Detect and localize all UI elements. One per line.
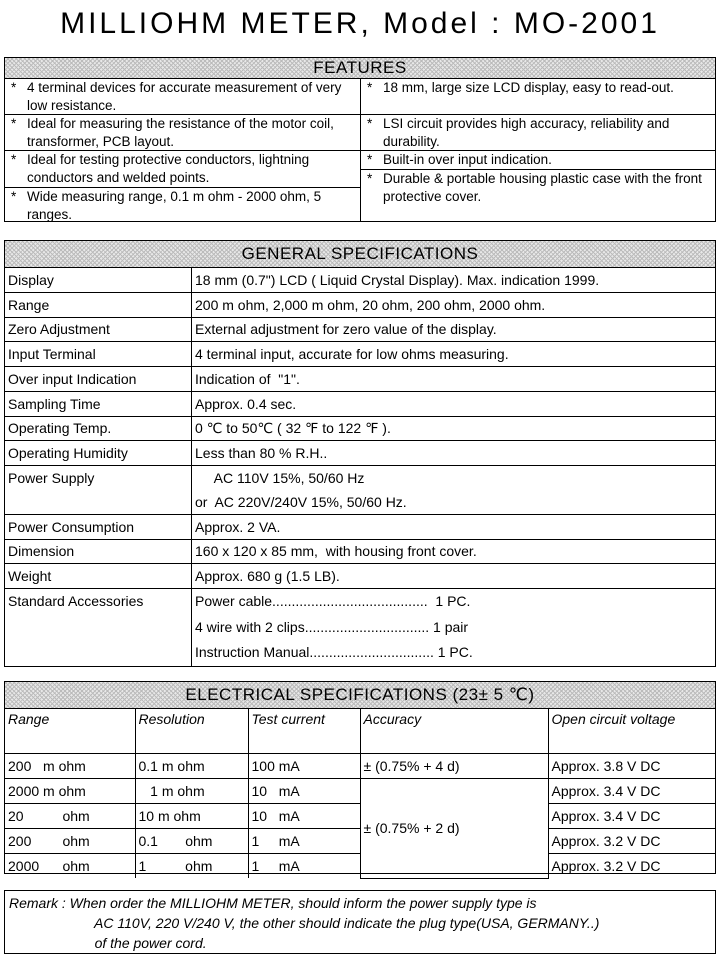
feature-item: * Wide measuring range, 0.1 m ohm - 2000 ohm, 5 ranges. [11,189,322,222]
spec-value-line: Instruction Manual................................ 1 PC. [195,644,473,660]
spec-value-line: Approx. 0.4 sec. [195,396,297,412]
spec-value-line: 18 mm (0.7") LCD ( Liquid Crystal Display). Max. indication 1999. [195,272,600,288]
table-row [5,754,715,779]
remark-line: of the power cord. [9,935,207,951]
general-specifications-heading [5,241,715,268]
features-left-column [5,79,361,222]
spec-label: Display [5,268,192,292]
column-header: Resolution [135,709,248,754]
column-header: Accuracy [360,709,548,754]
spec-value-line: Approx. 680 g (1.5 LB). [195,568,340,584]
feature-item: * Durable & portable housing plastic case with the front protective cover. [367,171,702,204]
feature-text: Ideal for measuring the resistance of the motor coil, transformer, PCB layout. [27,116,334,149]
spec-value-line: 4 terminal input, accurate for low ohms measuring. [195,346,509,362]
feature-item: * Ideal for testing protective conductors, lightning conductors and welded points. [5,151,360,188]
current-cell: 1 mA [248,854,360,879]
feature-item: * 18 mm, large size LCD display, easy to read-out. [361,79,715,115]
features-section [4,57,716,222]
range-cell: 20 ohm [5,804,135,829]
spec-value [192,564,715,588]
feature-item: * 4 terminal devices for accurate measurement of very low resistance. [5,79,360,115]
spec-label: Operating Humidity [5,441,192,465]
current-cell: 10 mA [248,804,360,829]
remark-line: AC 110V, 220 V/240 V, the other should indicate the plug type(USA, GERMANY..) [9,915,600,931]
spec-value [192,417,715,440]
spec-label: Power Consumption [5,515,192,539]
feature-item: * Built-in over input indication. [361,151,715,170]
spec-label: Sampling Time [5,392,192,416]
remark-line: Remark : When order the MILLIOHM METER, should inform the power supply type is [9,895,537,911]
spec-value [192,540,715,563]
voltage-cell: Approx. 3.2 V DC [548,829,715,854]
voltage-cell: Approx. 3.4 V DC [548,804,715,829]
spec-value [192,466,715,514]
spec-row-power-supply [5,466,715,515]
feature-text: 4 terminal devices for accurate measurement of very low resistance. [27,80,342,113]
voltage-cell: Approx. 3.2 V DC [548,854,715,879]
features-heading-text: FEATURES [313,58,407,77]
electrical-heading-text: ELECTRICAL SPECIFICATIONS (23± 5 ℃) [185,685,535,704]
range-cell: 2000 m ohm [5,779,135,804]
column-header: Range [5,709,135,754]
resolution-cell: 0.1 m ohm [135,754,248,779]
spec-row-power-consumption [5,515,715,540]
electrical-table [5,709,715,879]
range-cell: 200 ohm [5,829,135,854]
spec-value [192,441,715,465]
feature-text: Wide measuring range, 0.1 m ohm - 2000 ohm, 5 ranges. [27,189,322,222]
accuracy-cell: ± (0.75% + 2 d) [360,779,548,879]
features-right-column [361,79,715,222]
current-cell: 10 mA [248,779,360,804]
feature-text: LSI circuit provides high accuracy, reliability and durability. [383,116,670,149]
spec-value [192,293,715,317]
spec-value [192,342,715,366]
spec-value [192,392,715,416]
spec-value-line: External adjustment for zero value of the display. [195,321,497,337]
page-title: MILLIOHM METER, Model : MO-2001 [60,7,660,40]
accuracy-cell: ± (0.75% + 4 d) [360,754,548,779]
spec-value [192,268,715,292]
spec-row-zero-adjustment [5,318,715,342]
current-cell: 1 mA [248,829,360,854]
spec-row-display [5,268,715,293]
spec-row-operating-humidity [5,441,715,466]
current-cell: 100 mA [248,754,360,779]
spec-value [192,589,715,667]
spec-value-line: AC 110V 15%, 50/60 Hz [195,470,365,486]
feature-text: Built-in over input indication. [383,152,552,167]
resolution-cell: 10 m ohm [135,804,248,829]
spec-row-over-input [5,367,715,392]
electrical-header-row [5,709,715,754]
features-heading [5,58,715,79]
general-specifications-section [4,240,716,667]
spec-row-standard-accessories [5,589,715,667]
resolution-cell: 0.1 ohm [135,829,248,854]
spec-value [192,318,715,341]
spec-row-range [5,293,715,318]
spec-value-line: Indication of "1". [195,371,300,387]
column-header: Test current [248,709,360,754]
spec-row-weight [5,564,715,589]
spec-row-sampling-time [5,392,715,417]
spec-label: Over input Indication [5,367,192,391]
spec-value-line: or AC 220V/240V 15%, 50/60 Hz. [195,494,407,510]
spec-label: Dimension [5,540,192,563]
feature-text: Durable & portable housing plastic case with the front protective cover. [383,171,702,204]
spec-row-input-terminal [5,342,715,367]
spec-value [192,367,715,391]
spec-label: Weight [5,564,192,588]
spec-label: Operating Temp. [5,417,192,440]
spec-value-line: 200 m ohm, 2,000 m ohm, 20 ohm, 200 ohm, 2000 ohm. [195,297,546,313]
voltage-cell: Approx. 3.4 V DC [548,779,715,804]
spec-value-line: 160 x 120 x 85 mm, with housing front cover. [195,543,477,559]
column-header: Open circuit voltage [548,709,715,754]
spec-value-line: Less than 80 % R.H.. [195,445,328,461]
electrical-specifications-section [4,681,716,874]
spec-value [192,515,715,539]
spec-row-dimension [5,540,715,564]
general-heading-text: GENERAL SPECIFICATIONS [241,244,479,263]
feature-item: * LSI circuit provides high accuracy, reliability and durability. [361,115,715,151]
feature-text: Ideal for testing protective conductors, lightning conductors and welded points. [27,152,310,185]
spec-label: Input Terminal [5,342,192,366]
spec-label: Zero Adjustment [5,318,192,341]
voltage-cell: Approx. 3.8 V DC [548,754,715,779]
spec-row-operating-temp [5,417,715,441]
range-cell: 200 m ohm [5,754,135,779]
spec-label: Standard Accessories [5,589,192,667]
feature-text: 18 mm, large size LCD display, easy to read-out. [383,80,674,95]
electrical-specifications-heading [5,682,715,709]
feature-item: * Ideal for measuring the resistance of the motor coil, transformer, PCB layout. [5,115,360,151]
resolution-cell: 1 ohm [135,854,248,879]
spec-value-line: Power cable........................................ 1 PC. [195,593,471,609]
spec-value-line: 4 wire with 2 clips................................ 1 pair [195,618,469,635]
spec-label: Power Supply [5,466,192,514]
resolution-cell: 1 m ohm [135,779,248,804]
table-row [5,779,715,804]
spec-value-line: Approx. 2 VA. [195,519,281,535]
spec-label: Range [5,293,192,317]
remark-box [4,890,716,954]
spec-value-line: 0 ℃ to 50℃ ( 32 ℉ to 122 ℉ ). [195,420,391,436]
range-cell: 2000 ohm [5,854,135,879]
